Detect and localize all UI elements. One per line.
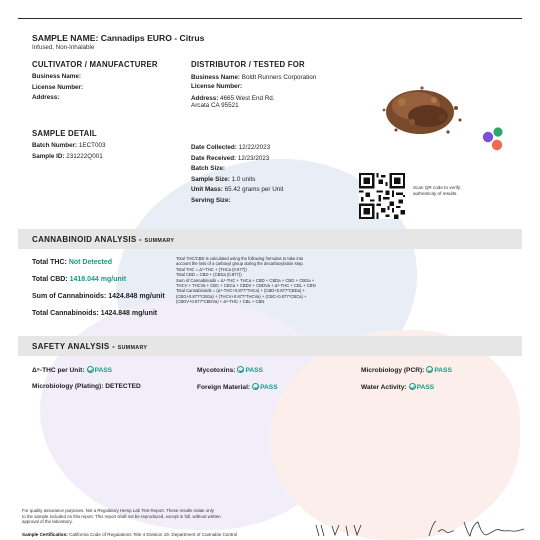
- total-cbd: [32, 276, 126, 283]
- unit-mass-label: Unit Mass:: [191, 186, 223, 194]
- check-circle-icon: [237, 366, 244, 373]
- formula-line: account the loss of a carboxyl group during the decarboxylation step.: [176, 261, 304, 267]
- sample-type: Infused, Non-Inhalable: [32, 44, 95, 51]
- microbiology-plating-label: Microbiology (Plating):: [32, 383, 104, 390]
- safety-mycotoxins: [197, 366, 263, 374]
- cannabinoid-summary-label: SUMMARY: [144, 238, 175, 244]
- microbiology-plating-result: DETECTED: [105, 383, 141, 390]
- sample-id-label: Sample ID:: [32, 152, 65, 160]
- sample-detail-title: SAMPLE DETAIL: [32, 129, 97, 138]
- formula-notes: [176, 256, 366, 305]
- check-circle-icon: [252, 383, 259, 390]
- formula-line: (CBDV+0.877*CBDVa) + Δ⁸-THC + CBL + CBN: [176, 299, 265, 305]
- distributor-license-label: License Number:: [191, 82, 243, 90]
- cultivator-section: [32, 60, 182, 104]
- check-circle-icon: [426, 366, 433, 373]
- signature-2: [426, 518, 526, 540]
- safety-water-activity: [361, 383, 434, 391]
- distributor-business-name-value: Boldt Runners Corporation: [241, 73, 317, 81]
- safety-title: SAFETY ANALYSIS -: [32, 342, 116, 351]
- distributor-address-line2: Arcata CA 95521: [191, 101, 239, 109]
- formula-line: Total THC = Δ⁹-THC + (THCa (0.877)): [176, 266, 247, 272]
- qr-code[interactable]: [359, 173, 405, 219]
- disclaimer-line: approval of the laboratory.: [22, 519, 73, 525]
- date-collected-label: Date Collected:: [191, 144, 237, 151]
- safety-thc-per-unit: [32, 366, 112, 374]
- batch-size-label: Batch Size:: [191, 165, 225, 173]
- total-cannabinoids-value: 1424.848 mg/unit: [100, 310, 158, 317]
- total-thc-value: Not Detected: [68, 259, 113, 266]
- mycotoxins-label: Mycotoxins:: [197, 367, 236, 374]
- sample-certification: [22, 532, 237, 537]
- total-thc: [32, 259, 112, 266]
- date-received-label: Date Received:: [191, 154, 237, 162]
- signature-1: [314, 521, 378, 539]
- total-thc-label: Total THC:: [32, 259, 67, 266]
- foreign-material-label: Foreign Material:: [197, 384, 251, 391]
- total-cbd-label: Total CBD:: [32, 276, 68, 283]
- total-cannabinoids-label: Total Cannabinoids:: [32, 310, 99, 317]
- sample-name: SAMPLE NAME: Cannadips EURO - Citrus: [32, 33, 205, 43]
- safety-microbiology-plating: [32, 383, 141, 390]
- safety-microbiology-pcr: [361, 366, 452, 374]
- microbiology-pcr-result: PASS: [434, 367, 452, 374]
- unit-mass-value: 65.42 grams per Unit: [224, 186, 284, 194]
- batch-number-value: 1ECT003: [78, 142, 106, 149]
- disclaimer-line: to the sample included on this report. This report shall not be reproduced, except in full, without written: [22, 513, 221, 519]
- distributor-business-name-label: Business Name:: [191, 73, 240, 81]
- cultivator-address-label: Address:: [32, 94, 60, 102]
- sample-size-value: 1.0 units: [231, 175, 256, 183]
- microbiology-pcr-label: Microbiology (PCR):: [361, 367, 425, 374]
- formula-line: Sum of Cannabinoids = Δ⁹-THC + THCa + CBD + CBDa + CBG + CBGa +: [176, 277, 315, 283]
- lab-logo-icon: [480, 124, 506, 154]
- safety-summary-label: SUMMARY: [117, 345, 148, 351]
- date-received-value: 12/23/2023: [237, 154, 270, 162]
- qr-note: Scan QR code to verify authenticity of results.: [413, 185, 461, 196]
- top-divider: [18, 18, 522, 19]
- formula-line: Total Cannabinoids = (Δ⁹-THC+0.877*THCa) + (CBD+0.877*CBDa) +: [176, 288, 305, 294]
- cannabinoid-section-title: [32, 235, 174, 244]
- distributor-title: DISTRIBUTOR / TESTED FOR: [191, 60, 305, 69]
- product-image: [372, 72, 470, 144]
- batch-number-label: Batch Number:: [32, 142, 78, 149]
- sample-id-value: 231222Q001: [66, 152, 103, 160]
- water-activity-label: Water Activity:: [361, 384, 407, 391]
- distributor-section: [191, 60, 341, 109]
- cannabinoid-title: CANNABINOID ANALYSIS -: [32, 235, 143, 244]
- check-circle-icon: [87, 366, 94, 373]
- cultivator-title: CULTIVATOR / MANUFACTURER: [32, 60, 158, 69]
- disclaimer: [22, 508, 292, 525]
- total-cannabinoids: [32, 310, 157, 317]
- formula-line: (CBG+0.877*CBGa) + (THCV+0.877*THCVa) + (CBC+0.877*CBCa) +: [176, 293, 307, 299]
- cultivator-business-name-label: Business Name:: [32, 73, 81, 80]
- formula-line: Total CBD = CBD + (CBDa (0.877)): [176, 272, 242, 278]
- foreign-material-result: PASS: [260, 384, 278, 391]
- distributor-address-label: Address:: [191, 94, 219, 102]
- disclaimer-line: For quality assurance purposes. Not a Regulatory Hemp Lab Test Report. These results relate only: [22, 508, 214, 513]
- serving-size-label: Serving Size:: [191, 196, 231, 204]
- sum-cannabinoids-label: Sum of Cannabinoids:: [32, 293, 107, 300]
- check-circle-icon: [409, 383, 416, 390]
- sample-size-label: Sample Size:: [191, 175, 230, 183]
- safety-section-title: [32, 342, 147, 351]
- thc-per-unit-label: Δ⁹-THC per Unit:: [32, 367, 85, 374]
- sum-of-cannabinoids: [32, 293, 165, 300]
- safety-foreign-material: [197, 383, 278, 391]
- total-cbd-value: 1418.044 mg/unit: [69, 276, 127, 283]
- sample-detail-section: [32, 129, 182, 162]
- formula-line: THCV + THCVa + CBC + CBCa + CBDV + CBDVa + Δ⁸-THC + CBL + CBN: [176, 283, 316, 289]
- certification-text: California Code of Regulations Title 4 Division 19. Department of Cannabis Control: [69, 532, 238, 537]
- formula-line: Total THC/CBD is calculated using the following formulas to take into: [176, 256, 304, 261]
- cultivator-license-label: License Number:: [32, 83, 84, 91]
- sum-cannabinoids-value: 1424.848 mg/unit: [108, 293, 165, 300]
- distributor-address-line1: 4665 West End Rd.: [220, 94, 275, 102]
- date-collected-value: 12/22/2023: [238, 144, 271, 151]
- water-activity-result: PASS: [416, 384, 435, 391]
- mycotoxins-result: PASS: [245, 367, 263, 374]
- dates-section: [191, 143, 361, 207]
- certification-label: Sample Certification:: [22, 532, 68, 537]
- thc-per-unit-result: PASS: [94, 367, 113, 374]
